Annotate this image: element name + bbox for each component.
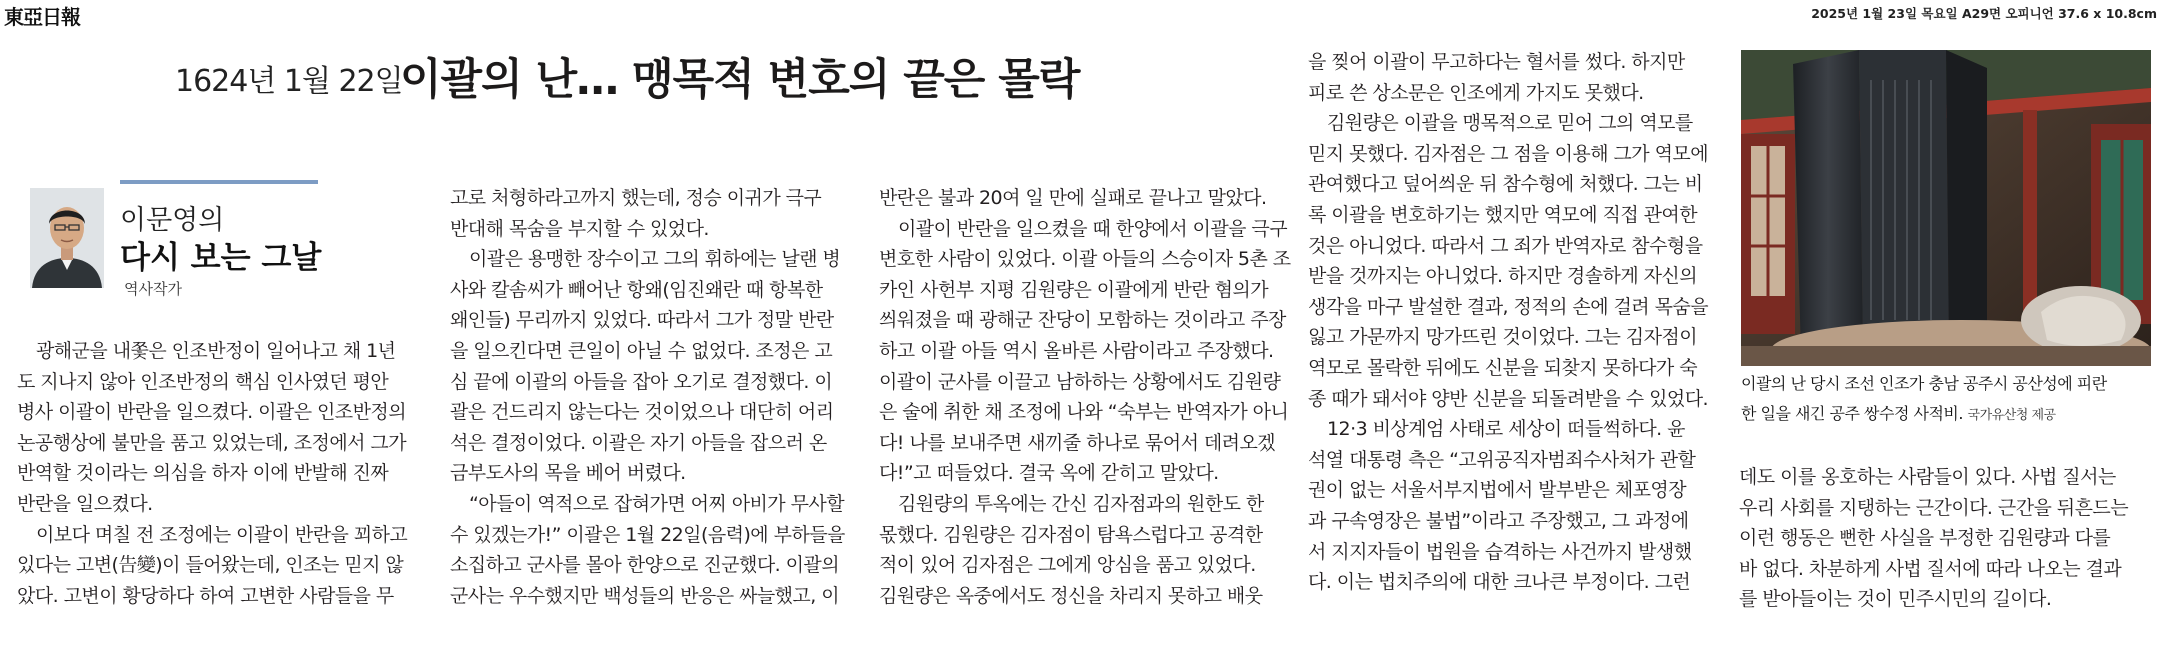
article-line: 광해군을 내쫓은 인조반정이 일어나고 채 1년 xyxy=(36,340,396,362)
article-line: 반역할 것이라는 의심을 하자 이에 반발해 진짜 xyxy=(17,462,389,485)
photo-caption xyxy=(1741,369,2151,431)
article-line: 몫했다. 김원량은 김자점이 탐욕스럽다고 공격한 xyxy=(879,523,1263,546)
article-line: 다! 나를 보내주면 새끼줄 하나로 묶어서 데려오겠 xyxy=(879,431,1276,454)
article-line: 소집하고 군사를 몰아 한양으로 진군했다. 이괄의 xyxy=(450,554,840,577)
article-line: 이보다 며칠 전 조정에는 이괄이 반란을 꾀하고 xyxy=(36,523,408,546)
article-line: 이괄이 군사를 이끌고 남하하는 상황에서도 김원량 xyxy=(879,370,1281,393)
article-line: 이런 행동은 뻔한 사실을 부정한 김원량과 다를 xyxy=(1739,527,2111,550)
caption-line: 이괄의 난 당시 조선 인조가 충남 공주시 공산성에 피란 xyxy=(1741,374,2107,393)
article-line: 데도 이를 옹호하는 사람들이 있다. 사법 질서는 xyxy=(1739,466,2116,488)
article-line: 관여했다고 덮어씌운 뒤 참수형에 처했다. 그는 비 xyxy=(1308,173,1703,196)
article-line: 잃고 가문까지 망가뜨린 것이었다. 그는 김자점이 xyxy=(1308,326,1698,349)
article-line: 적이 있어 김자점은 그에게 앙심을 품고 있었다. xyxy=(879,554,1256,577)
article-line: 12·3 비상계엄 사태로 세상이 떠들썩하다. 윤 xyxy=(1327,418,1685,441)
article-line: 은 술에 취한 채 조정에 나와 “숙부는 반역자가 아니 xyxy=(879,401,1289,424)
article-line: 사와 칼솜씨가 빼어난 항왜(임진왜란 때 항복한 xyxy=(450,278,823,301)
article-line: 도 지나지 않아 인조반정의 핵심 인사였던 평안 xyxy=(17,370,389,393)
article-line: 석은 결정이었다. 이괄은 자기 아들을 잡으러 온 xyxy=(450,431,827,454)
article-line: 카인 사헌부 지평 김원량은 이괄에게 반란 혐의가 xyxy=(879,278,1269,301)
column-title: 다시 보는 그날 xyxy=(120,240,322,276)
article-line: 를 받아들이는 것이 민주시민의 길이다. xyxy=(1739,588,2052,611)
article-line: 다!”고 떠들었다. 결국 옥에 갇히고 말았다. xyxy=(879,462,1219,485)
article-line: 서 지지자들이 법원을 습격하는 사건까지 발생했 xyxy=(1308,540,1692,563)
article-line: 이괄은 용맹한 장수이고 그의 휘하에는 날랜 병 xyxy=(469,248,841,271)
article-line: 피로 쓴 상소문은 인조에게 가지도 못했다. xyxy=(1308,81,1644,104)
article-column-4 xyxy=(1308,47,1708,598)
article-line: “아들이 역적으로 잡혀가면 어찌 아비가 무사할 xyxy=(469,492,845,515)
article-line: 금부도사의 목을 베어 버렸다. xyxy=(450,462,686,485)
article-line: 왜인들) 무리까지 있었다. 따라서 그가 정말 반란 xyxy=(450,309,834,332)
article-line: 이괄이 반란을 일으켰을 때 한양에서 이괄을 극구 xyxy=(898,217,1288,240)
article-line: 심 끝에 이괄의 아들을 잡아 오기로 결정했다. 이 xyxy=(450,370,833,393)
article-column-3 xyxy=(879,183,1291,611)
article-line: 군사는 우수했지만 백성들의 반응은 싸늘했고, 이 xyxy=(450,584,840,607)
article-line: 믿지 못했다. 김자점은 그 점을 이용해 그가 역모에 xyxy=(1308,142,1708,165)
article-line: 반란은 불과 20여 일 만에 실패로 끝나고 말았다. xyxy=(879,187,1267,209)
newspaper-logo: 東亞日報 xyxy=(4,5,80,29)
page-info: 2025년 1월 23일 목요일 A29면 오피니언 37.6 x 10.8cm xyxy=(1811,6,2157,21)
article-line: 았다. 고변이 황당하다 하여 고변한 사람들을 무 xyxy=(17,584,394,607)
article-line: 반란을 일으켰다. xyxy=(17,492,153,515)
article-line: 변호한 사람이 있었다. 이괄 아들의 스승이자 5촌 조 xyxy=(879,248,1291,271)
article-line: 을 찢어 이괄이 무고하다는 혈서를 썼다. 하지만 xyxy=(1308,51,1685,73)
article-line: 병사 이괄이 반란을 일으켰다. 이괄은 인조반정의 xyxy=(17,401,407,424)
article-line: 반대해 목숨을 부지할 수 있었다. xyxy=(450,217,709,240)
article-line: 하고 이괄 아들 역시 올바른 사람이라고 주장했다. xyxy=(879,339,1274,362)
article-line: 고로 처형하라고까지 했는데, 정승 이귀가 극구 xyxy=(450,187,822,209)
article-line: 바 없다. 차분하게 사법 질서에 따라 나오는 결과 xyxy=(1739,557,2122,580)
article-column-2 xyxy=(450,183,850,611)
article-line: 을 일으킨다면 큰일이 아닐 수 없었다. 조정은 고 xyxy=(450,339,833,362)
article-line: 것은 아니었다. 따라서 그 죄가 반역자로 참수형을 xyxy=(1308,234,1703,257)
byline-rule xyxy=(120,180,318,184)
article-line: 역모로 몰락한 뒤에도 신분을 되찾지 못하다가 숙 xyxy=(1308,356,1698,379)
article-line: 있다는 고변(告變)이 들어왔는데, 인조는 믿지 않 xyxy=(17,554,404,577)
article-line: 생각을 마구 발설한 결과, 정적의 손에 걸려 목숨을 xyxy=(1308,295,1708,318)
article-line: 씌워졌을 때 광해군 잔당이 모함하는 것이라고 주장 xyxy=(879,309,1286,332)
article-line: 록 이괄을 변호하기는 했지만 역모에 직접 관여한 xyxy=(1308,203,1698,226)
article-line: 수 있겠는가!” 이괄은 1월 22일(음력)에 부하들을 xyxy=(450,523,845,546)
article-line: 김원량은 이괄을 맹목적으로 믿어 그의 역모를 xyxy=(1327,112,1693,135)
article-line: 논공행상에 불만을 품고 있었는데, 조정에서 그가 xyxy=(17,431,407,454)
caption-line xyxy=(1741,399,2151,431)
headline-title: 이괄의 난… 맹목적 변호의 끝은 몰락 xyxy=(400,55,1080,105)
author-name: 이문영의 xyxy=(120,205,225,236)
headline-date: 1624년 1월 22일 xyxy=(175,64,403,99)
author-role: 역사작가 xyxy=(124,280,182,298)
article-line: 종 때가 돼서야 양반 신분을 되돌려받을 수 있었다. xyxy=(1308,387,1708,410)
article-line: 우리 사회를 지탱하는 근간이다. 근간을 뒤흔드는 xyxy=(1739,496,2129,519)
article-line: 다. 이는 법치주의에 대한 크나큰 부정이다. 그런 xyxy=(1308,571,1691,594)
stele-photo xyxy=(1741,50,2151,366)
article-line: 김원량은 옥중에서도 정신을 차리지 못하고 배웃 xyxy=(879,584,1263,607)
caption-text: 한 일을 새긴 공주 쌍수정 사적비. xyxy=(1741,404,1963,423)
article-line: 받을 것까지는 아니었다. 하지만 경솔하게 자신의 xyxy=(1308,265,1698,288)
article-line: 권이 없는 서울서부지법에서 발부받은 체포영장 xyxy=(1308,479,1687,502)
article-column-5 xyxy=(1739,462,2149,615)
photo-credit: 국가유산청 제공 xyxy=(1967,408,2056,423)
article-line: 과 구속영장은 불법”이라고 주장했고, 그 과정에 xyxy=(1308,509,1689,532)
author-portrait xyxy=(30,188,104,288)
article-line: 석열 대통령 측은 “고위공직자범죄수사처가 관할 xyxy=(1308,448,1696,471)
article-line: 괄은 건드리지 않는다는 것이었으나 대단히 어리 xyxy=(450,401,834,424)
article-column-1 xyxy=(17,336,417,611)
article-line: 김원량의 투옥에는 간신 김자점과의 원한도 한 xyxy=(898,492,1264,515)
